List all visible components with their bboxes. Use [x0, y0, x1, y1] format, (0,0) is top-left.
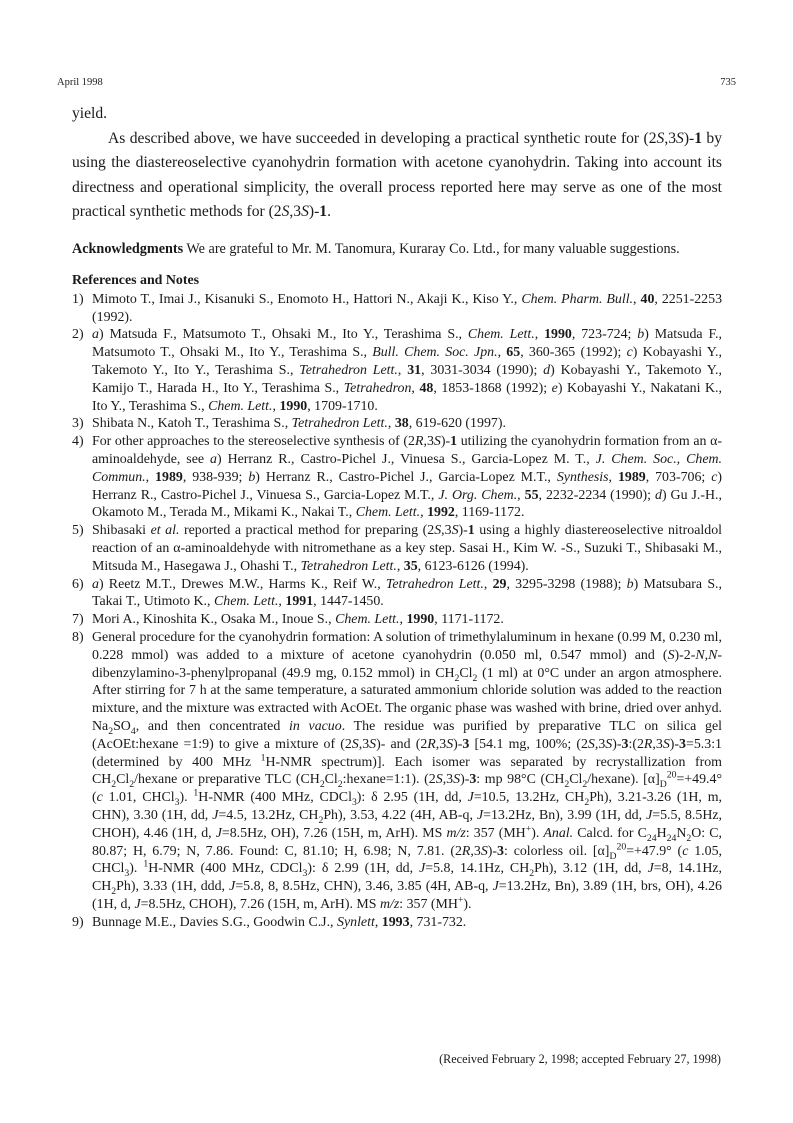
paragraph-conclusion: [72, 127, 722, 225]
reference-text: Mori A., Kinoshita K., Osaka M., Inoue S., Chem. Lett., 1990, 1171-1172.: [92, 612, 504, 628]
references-section: [72, 272, 722, 931]
reference-item: [72, 576, 722, 612]
text-run: As described above, we have succeeded in developing a practical synthetic route for (2: [108, 129, 657, 147]
reference-item: [72, 629, 722, 914]
reference-item: [72, 415, 722, 433]
text-run: .: [327, 203, 331, 220]
compound-number: 1: [319, 203, 328, 220]
text-run: )-: [308, 203, 320, 220]
reference-text: Bunnage M.E., Davies S.G., Goodwin C.J., Synlett, 1993, 731-732.: [92, 914, 467, 930]
reference-number: 7): [72, 612, 84, 628]
reference-text: For other approaches to the stereoselective synthesis of (2R,3S)-1 utilizing the cyanohydrin formation from an α-aminoaldehyde, see a) Herranz R., Castro-Pichel J., Vinuesa S., Garcia-Lopez M. T., J. Chem. Soc., Chem. Commun., 1989, 938-939; b) Herranz R., Castro-Pichel J., Garcia-Lopez M.T., Synthesis, 1989, 703-706; c) Herranz R., Castro-Pichel J., Vinuesa S., Garcia-Lopez M.T., J. Org. Chem., 55, 2232-2234 (1990); d) Gu J.-H., Okamoto M., Terada M., Mikami K., Nakai T., Chem. Lett., 1992, 1169-1172.: [92, 434, 723, 521]
reference-number: 6): [72, 576, 84, 592]
stereo-descriptor: S: [301, 203, 309, 220]
reference-number: 5): [72, 523, 84, 539]
stereo-descriptor: S: [281, 203, 290, 220]
stereo-descriptor: S: [676, 129, 684, 147]
acknowledgments-text: We are grateful to Mr. M. Tanomura, Kuraray Co. Ltd., for many valuable suggestions.: [183, 240, 680, 257]
acknowledgments: [72, 240, 722, 259]
reference-item: [72, 522, 722, 575]
reference-number: 9): [72, 914, 84, 930]
text-run: )-: [683, 129, 695, 147]
paragraph-yield: yield.: [72, 105, 108, 122]
reference-item: [72, 326, 722, 415]
reference-number: 4): [72, 434, 84, 450]
text-run: ,3: [289, 203, 302, 220]
header-page-number: 735: [720, 77, 736, 88]
reference-item: [72, 433, 722, 522]
references-heading: References and Notes: [72, 273, 200, 288]
reference-number: 8): [72, 629, 84, 645]
stereo-descriptor: S: [656, 129, 665, 147]
reference-text: a) Matsuda F., Matsumoto T., Ohsaki M., Ito Y., Terashima S., Chem. Lett., 1990, 723-724; b) Matsuda F., Matsumoto T., Ohsaki M., Ito Y., Terashima S., Bull. Chem. Soc. Jpn., 65, 360-365 (1992); c) Kobayashi Y., Takemoto Y., Ito Y., Terashima S., Tetrahedron Lett., 31, 3031-3034 (1990); d) Kobayashi Y., Takemoto Y., Kamijo T., Harada H., Ito Y., Terashima S., Tetrahedron, 48, 1853-1868 (1992); e) Kobayashi Y., Nakatani K., Ito Y., Terashima S., Chem. Lett., 1990, 1709-1710.: [92, 327, 722, 414]
reference-text: Mimoto T., Imai J., Kisanuki S., Enomoto H., Hattori N., Akaji K., Kiso Y., Chem. Pharm. Bull., 40, 2251-2253 (1992).: [92, 291, 723, 325]
text-run: by using the diastereoselective cyanohydrin formation with acetone cyanohydrin. Taking into account its directness and operational simplicity, the overall process reported here may serve as one of the most practical synthetic methods for (2: [72, 129, 722, 220]
compound-number: 1: [694, 129, 702, 147]
reference-text: Shibasaki et al. reported a practical method for preparing (2S,3S)-1 using a highly diastereoselective nitroaldol reaction of an α-aminoaldehyde with nitromethane as a key step. Sasai H., Kim W. -S., Suzuki T., Shibasaki M., Mitsuda M., Hasegawa J., Ohashi T., Tetrahedron Lett., 35, 6123-6126 (1994).: [92, 523, 723, 574]
reference-item: [72, 291, 722, 327]
reference-text: Shibata N., Katoh T., Terashima S., Tetrahedron Lett., 38, 619-620 (1997).: [92, 416, 506, 432]
reference-number: 1): [72, 291, 84, 307]
acknowledgments-label: Acknowledgments: [72, 240, 184, 257]
reference-item: [72, 611, 722, 629]
text-run: ,3: [664, 129, 677, 147]
header-date: April 1998: [57, 77, 103, 88]
reference-item: [72, 914, 722, 932]
reference-number: 2): [72, 327, 84, 343]
article-body: [72, 102, 722, 258]
reference-text: General procedure for the cyanohydrin formation: A solution of trimethylaluminum in hexane (0.99 M, 0.230 ml, 0.228 mmol) was added to a mixture of acetone cyanohydrin (0.050 ml, 0.547 mmol) and (S)-2-N,N-dibenzylamino-3-phenylpropanal (49.9 mg, 0.152 mmol) in $CH_2Cl_2$ (1 ml) at 0°C under an argon atmosphere. After stirring for 7 h at the same temperature, a saturated ammonium chloride solution was added to the reaction mixture, and the mixture was extracted with AcOEt. The organic phase was washed with brine, dried over anhyd. $Na_2SO_4$, and then concentrated in vacuo. The residue was purified by preparative TLC on silica gel (AcOEt:hexane =1:9) to give a mixture of (2S,3S)- and (2R,3S)-3 [54.1 mg, 100%; (2S,3S)-3:(2R,3S)-3=5.3:1 (determined by 400 MHz $^1$H-NMR spectrum)]. Each isomer was separated by recrystallization from $CH_2Cl_2$/hexane or preparative TLC $(CH_2Cl_2:hexane=1:1)$. (2S,3S)-3: mp 98°C $(CH_2Cl_2/hexane)$. $[\alpha]_D^{20}=+49.4^\circ$ (c 1.01, CHCl$_3$). $^1$H-NMR (400 MHz, CDCl$_3$): δ 2.95 (1H, dd, J=10.5, 13.2Hz, $CH_2Ph$), 3.21-3.26 (1H, m, CHN), 3.30 (1H, dd, J=4.5, 13.2Hz, $CH_2Ph$), 3.53, 4.22 (4H, AB-q, J=13.2Hz, Bn), 3.99 (1H, dd, J=5.5, 8.5Hz, CHOH), 4.46 (1H, d, J=8.5Hz, OH), 7.26 (15H, m, ArH). MS m/z: 357 (MH+). Anal. Calcd. for $C_{24}H_{24}N_2O$: C, 80.87; H, 6.79; N, 7.86. Found: C, 81.10; H, 6.98; N, 7.81. (2R,3S)-3: colorless oil. $[\alpha]_D^{20}=+47.9^\circ$ (c 1.05, CHCl$_3$). $^1$H-NMR (400 MHz, CDCl$_3$): δ 2.99 (1H, dd, J=5.8, 14.1Hz, $CH_2Ph$), 3.12 (1H, dd, J=8, 14.1Hz, $CH_2Ph$), 3.33 (1H, ddd, J=5.8, 8, 8.5Hz, CHN), 3.46, 3.85 (4H, AB-q, J=13.2Hz, Bn), 3.89 (1H, brs, OH), 4.26 (1H, d, J=8.5Hz, CHOH), 7.26 (15H, m, ArH). MS m/z: 357 (MH+).: [92, 629, 723, 912]
received-dates: (Received February 2, 1998; accepted February 27, 1998): [439, 1052, 721, 1066]
reference-text: a) Reetz M.T., Drewes M.W., Harms K., Reif W., Tetrahedron Lett., 29, 3295-3298 (1988); b) Matsubara S., Takai T., Utimoto K., Chem. Lett., 1991, 1447-1450.: [92, 576, 722, 610]
reference-number: 3): [72, 416, 84, 432]
references-list: [72, 291, 722, 932]
